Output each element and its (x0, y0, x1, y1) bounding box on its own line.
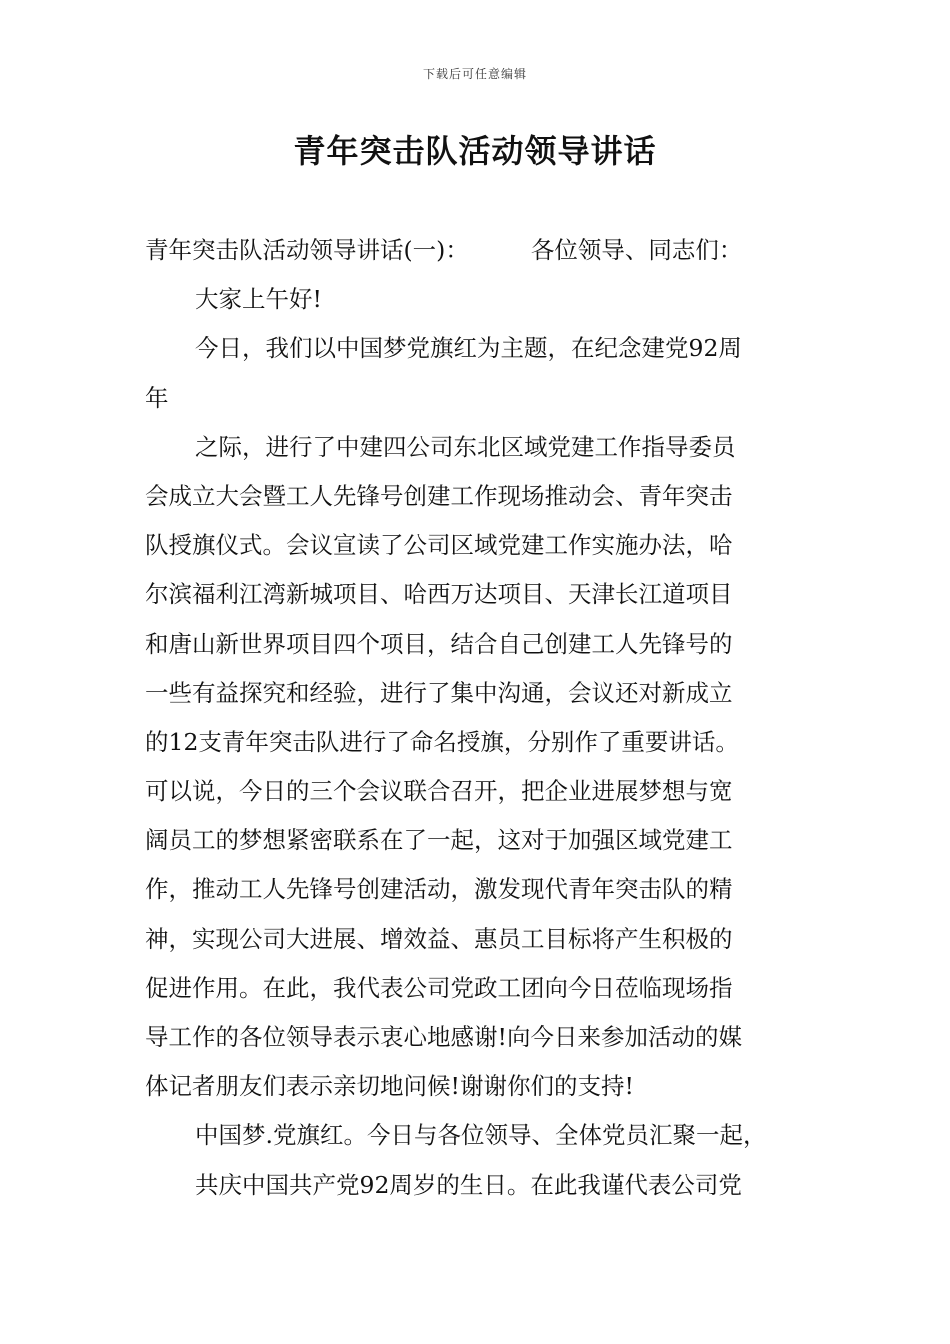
text-line: 可以说，今日的三个会议联合召开，把企业进展梦想与宽 (145, 777, 733, 806)
text-line: 作，推动工人先锋号创建活动，激发现代青年突击队的精 (145, 875, 733, 904)
document-body (145, 226, 807, 1210)
document-title: 青年突击队活动领导讲话 (293, 132, 657, 170)
text-line: 神，实现公司大进展、增效益、惠员工目标将产生积极的 (145, 924, 733, 953)
text-line: 队授旗仪式。会议宣读了公司区域党建工作实施办法，哈 (145, 531, 733, 560)
text-line: 年 (145, 383, 169, 412)
text-line: 今日，我们以中国梦党旗红为主题，在纪念建党92周 (195, 334, 742, 363)
text-line: 共庆中国共产党92周岁的生日。在此我谨代表公司党 (195, 1170, 742, 1199)
text-line: 大家上午好! (195, 285, 322, 314)
text-line: 会成立大会暨工人先锋号创建工作现场推动会、青年突击 (145, 481, 733, 510)
text-line: 体记者朋友们表示亲切地问候!谢谢你们的支持! (145, 1072, 634, 1101)
part-label: 青年突击队活动领导讲话(一)： (145, 236, 469, 264)
text-line: 一些有益探究和经验，进行了集中沟通，会议还对新成立 (145, 678, 733, 707)
text-line: 和唐山新世界项目四个项目，结合自己创建工人先锋号的 (145, 629, 733, 658)
text-line: 导工作的各位领导表示衷心地感谢!向今日来参加活动的媒 (145, 1023, 742, 1051)
text-line: 的12支青年突击队进行了命名授旗，分别作了重要讲话。 (145, 727, 739, 756)
text-line: 中国梦.党旗红。今日与各位领导、全体党员汇聚一起， (195, 1121, 767, 1150)
opening-line (145, 226, 807, 275)
text-line: 之际，进行了中建四公司东北区域党建工作指导委员 (195, 432, 736, 461)
text-line: 尔滨福利江湾新城项目、哈西万达项目、天津长江道项目 (145, 580, 733, 609)
salutation: 各位领导、同志们： (530, 236, 743, 264)
text-line: 阔员工的梦想紧密联系在了一起，这对于加强区域党建工 (145, 826, 733, 855)
text-line: 促进作用。在此，我代表公司党政工团向今日莅临现场指 (145, 973, 733, 1002)
header-note: 下载后可任意编辑 (422, 67, 527, 81)
